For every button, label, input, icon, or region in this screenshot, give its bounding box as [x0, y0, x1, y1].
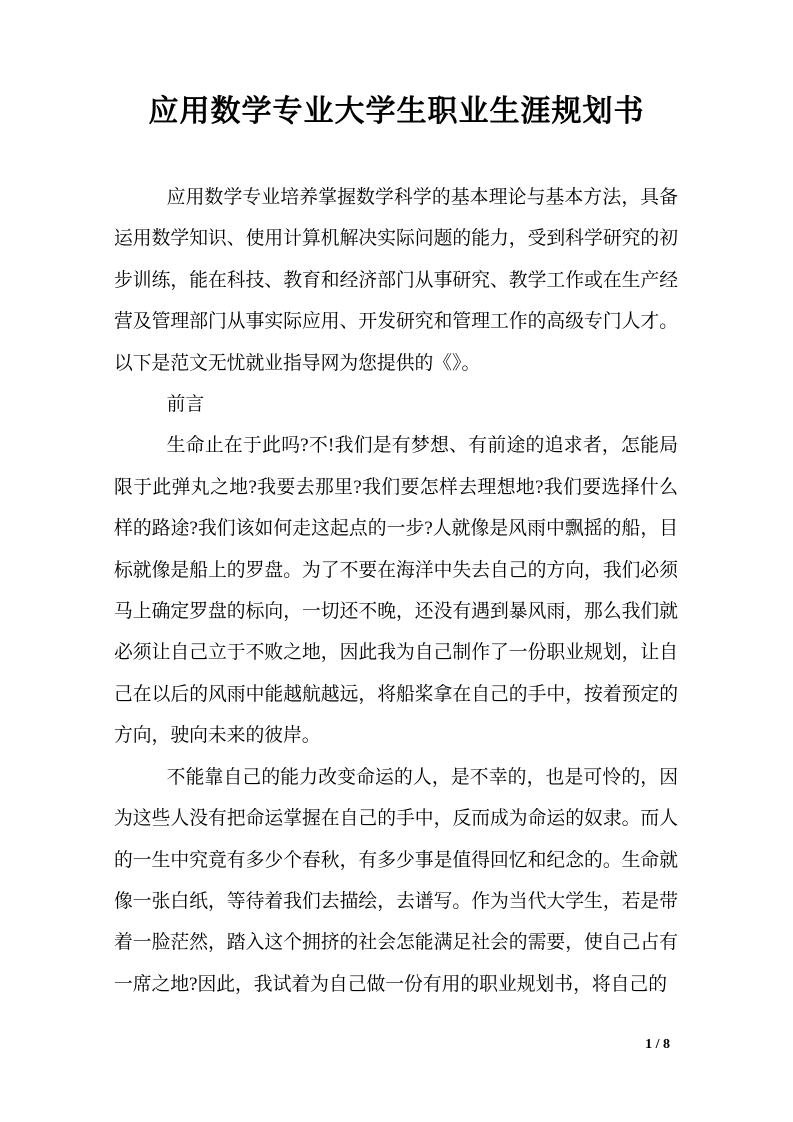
paragraph-preface-heading: 前言 — [166, 394, 205, 416]
paragraph-intro: 应用数学专业培养掌握数学科学的基本理论与基本方法，具备运用数学知识、使用计算机解决实际问题的能力，受到科学研究的初步训练，能在科技、教育和经济部门从事研究、教学工作或在生产经营及管理部门从事实际应用、开发研究和管理工作的高级专门人才。以下是范文无忧就业指导网为您提供的《》。 — [114, 187, 678, 374]
paragraph-preface-2: 不能靠自己的能力改变命运的人，是不幸的，也是可怜的，因为这些人没有把命运掌握在自己的手中，反而成为命运的奴隶。而人的一生中究竟有多少个春秋，有多少事是值得回忆和纪念的。生命就像一张白纸，等待着我们去描绘，去谱写。作为当代大学生，若是带着一脸茫然，踏入这个拥挤的社会怎能满足社会的需要，使自己占有一席之地?因此，我试着为自己做一份有用的职业规划书，将自己的 — [114, 766, 678, 995]
page-indicator: 1 / 8 — [645, 1037, 670, 1052]
paragraph-preface-1: 生命止在于此吗?不!我们是有梦想、有前途的追求者，怎能局限于此弹丸之地?我要去那里?我们要怎样去理想地?我们要选择什么样的路途?我们该如何走这起点的一步?人就像是风雨中飘摇的船，目标就像是船上的罗盘。为了不要在海洋中失去自己的方向，我们必须马上确定罗盘的标向，一切还不晚，还没有遇到暴风雨，那么我们就必须让自己立于不败之地，因此我为自己制作了一份职业规划，让自己在以后的风雨中能越航越远，将船桨拿在自己的手中，按着预定的方向，驶向未来的彼岸。 — [114, 435, 678, 747]
document-body — [114, 177, 678, 1005]
document-title: 应用数学专业大学生职业生涯规划书 — [148, 95, 645, 128]
